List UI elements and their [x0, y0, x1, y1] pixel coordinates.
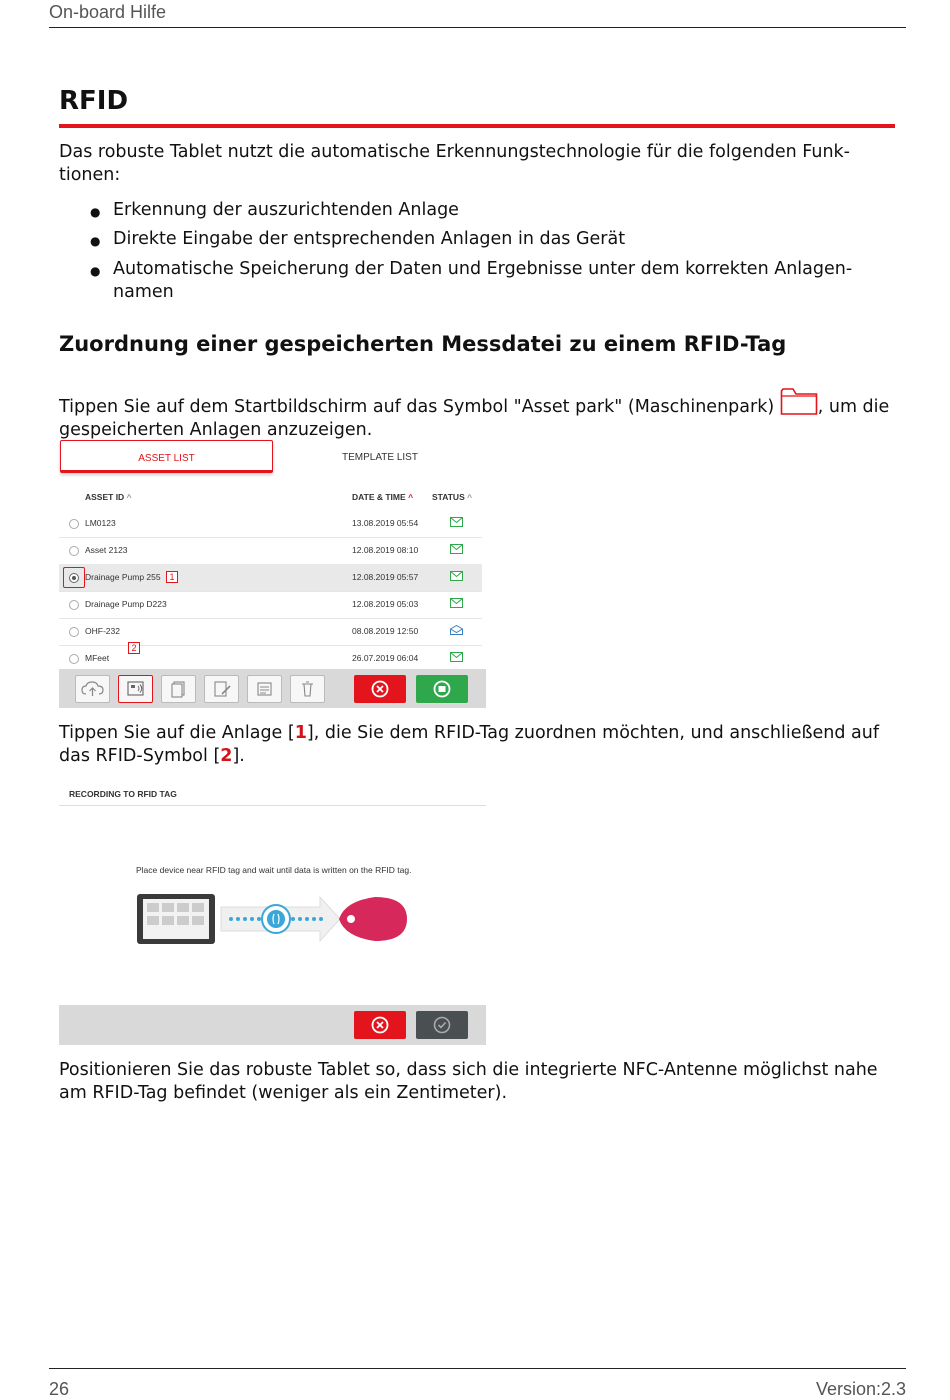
bullet-dot: ● [90, 205, 101, 219]
open-button[interactable] [416, 675, 468, 703]
asset-date: 08.08.2019 12:50 [352, 626, 419, 636]
footer-rule [49, 1368, 906, 1369]
column-date-time[interactable]: DATE & TIME ^ [352, 492, 414, 502]
asset-name: LM0123 [85, 518, 116, 528]
table-row[interactable] [59, 537, 482, 565]
asset-name: Drainage Pump D223 [85, 599, 167, 609]
bullet-item: Erkennung der auszurichtenden Anlage [113, 200, 459, 220]
folder-open-icon [416, 675, 468, 703]
tab-asset-list[interactable]: ASSET LIST [60, 440, 273, 473]
rfid-recording-screenshot [59, 781, 486, 1045]
bullet-item: Automatische Speicherung der Daten und Ergebnisse unter dem korrekten Anlagen-namen [113, 259, 853, 302]
status-envelope-icon [450, 571, 463, 581]
instruction-paragraph-3: Positionieren Sie das robuste Tablet so, dass sich die integrierte NFC-Antenne möglichst nahe am RFID-Tag befindet (weniger als ein Zentimeter). [59, 1060, 878, 1103]
running-header: On-board Hilfe [49, 2, 167, 22]
cloud-icon [76, 676, 109, 702]
subsection-heading: Zuordnung einer gespeicherten Messdatei zu einem RFID-Tag [59, 332, 787, 356]
table-row[interactable] [59, 591, 482, 619]
copy-document-icon [162, 676, 195, 702]
asset-list-screenshot [59, 439, 486, 708]
heading-underline [59, 124, 895, 128]
checkmark-icon [416, 1011, 468, 1039]
asset-name: OHF-232 [85, 626, 120, 636]
close-icon [354, 675, 406, 703]
column-asset-id[interactable]: ASSET ID ^ [85, 492, 132, 502]
asset-date: 26.07.2019 06:04 [352, 653, 419, 663]
status-envelope-open-icon [450, 625, 463, 635]
tab-bar [59, 439, 486, 475]
asset-name: Asset 2123 [85, 545, 128, 555]
table-row[interactable] [59, 510, 482, 538]
status-envelope-icon [450, 652, 463, 662]
table-row[interactable] [59, 618, 482, 646]
instruction-paragraph-2: Tippen Sie auf die Anlage [1], die Sie dem RFID-Tag zuordnen möchten, und anschließend auf das RFID-Symbol [2]. [59, 723, 880, 766]
sort-up-icon: ^ [126, 492, 132, 502]
close-icon [354, 1011, 406, 1039]
cloud-upload-button[interactable] [75, 675, 110, 703]
report-button[interactable] [247, 675, 282, 703]
marker-1: 1 [166, 571, 178, 583]
row-radio[interactable] [69, 519, 79, 529]
row-radio[interactable] [69, 600, 79, 610]
asset-name: Drainage Pump 255 [85, 572, 161, 582]
status-envelope-icon [450, 517, 463, 527]
selection-highlight [63, 567, 85, 588]
sort-up-icon: ^ [467, 492, 473, 502]
instruction-paragraph-1: Tippen Sie auf dem Startbildschirm auf das Symbol "Asset park" (Maschinenpark) , um die gespeicherten Anlagen anzuzeigen. [59, 386, 895, 441]
asset-date: 12.08.2019 05:03 [352, 599, 419, 609]
copy-button[interactable] [161, 675, 196, 703]
tab-template-list[interactable]: TEMPLATE LIST [342, 452, 418, 463]
edit-document-icon [205, 676, 238, 702]
page-number: 26 [49, 1379, 70, 1399]
edit-button[interactable] [204, 675, 239, 703]
delete-button[interactable] [290, 675, 325, 703]
report-icon [248, 676, 281, 702]
sort-up-icon: ^ [408, 492, 414, 502]
column-status[interactable]: STATUS ^ [432, 492, 473, 502]
asset-date: 13.08.2019 05:54 [352, 518, 419, 528]
bullet-dot: ● [90, 234, 101, 248]
intro-paragraph: Das robuste Tablet nutzt die automatische Erkennungstechnologie für die folgenden Funk-tionen: [59, 142, 850, 185]
confirm-button[interactable] [416, 1011, 468, 1039]
bullet-item: Direkte Eingabe der entsprechenden Anlagen in das Gerät [113, 229, 626, 249]
header-rule [49, 27, 906, 28]
cancel-button[interactable] [354, 675, 406, 703]
asset-name: MFeet [85, 653, 110, 663]
status-envelope-icon [450, 598, 463, 608]
version-label: Version:2.3 [815, 1379, 906, 1399]
cancel-button[interactable] [354, 1011, 406, 1039]
row-radio[interactable] [69, 627, 79, 637]
rfid-icon [119, 676, 152, 702]
title-divider [59, 805, 486, 806]
trash-icon [291, 676, 324, 702]
section-heading: RFID [59, 86, 129, 116]
screen-title: RECORDING TO RFID TAG [69, 789, 177, 799]
marker-2: 2 [128, 642, 140, 654]
asset-date: 12.08.2019 08:10 [352, 545, 419, 555]
table-row[interactable] [59, 645, 482, 672]
folder-icon [780, 386, 818, 416]
table-row-selected[interactable] [59, 564, 482, 592]
tablet-to-tag-illustration [135, 889, 411, 951]
action-bar [59, 1005, 486, 1045]
row-radio[interactable] [69, 654, 79, 664]
rfid-button[interactable] [118, 675, 153, 703]
status-envelope-icon [450, 544, 463, 554]
bullet-dot: ● [90, 264, 101, 278]
asset-date: 12.08.2019 05:57 [352, 572, 419, 582]
action-toolbar [59, 669, 486, 708]
instruction-message: Place device near RFID tag and wait until data is written on the RFID tag. [136, 865, 412, 875]
row-radio[interactable] [69, 546, 79, 556]
